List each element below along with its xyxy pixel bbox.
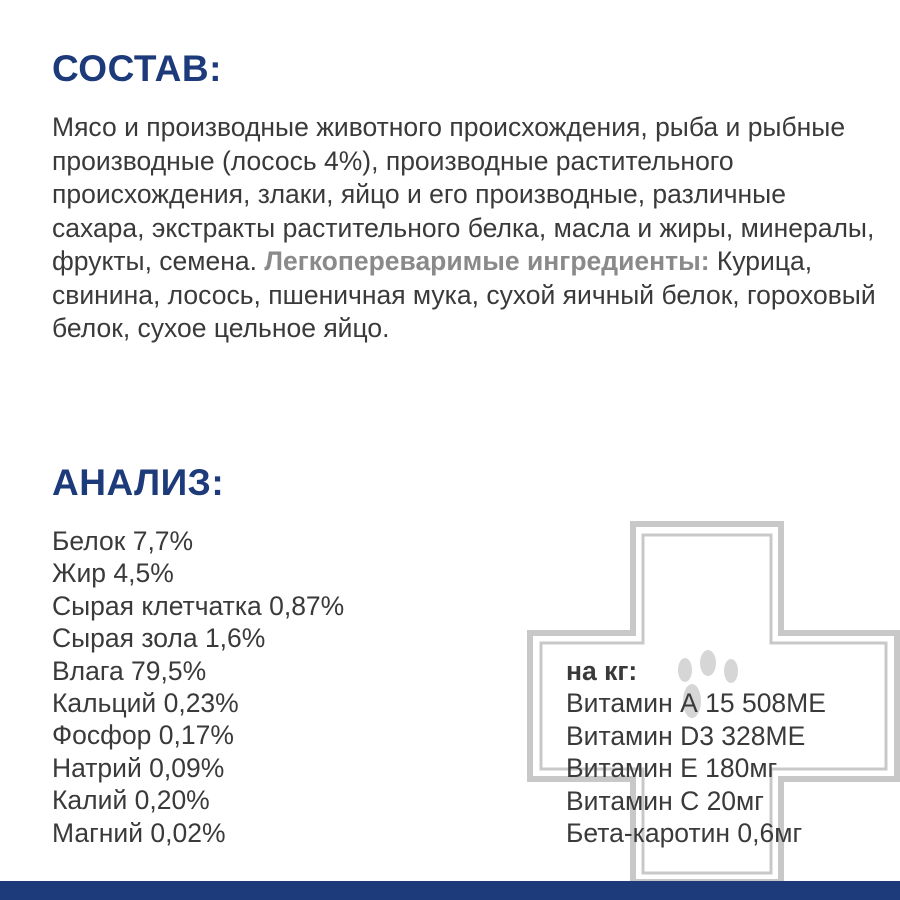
composition-main-text: Мясо и производные животного происхождения, рыба и рыбные производные (лосось 4%), производные растительного происхождения, злаки, яйцо и его производные, различные сахара, экстракты растительного белка, масла и жиры, минералы, фрукты, семена. bbox=[52, 112, 875, 276]
analysis-item: Кальций 0,23% bbox=[52, 688, 239, 719]
composition-text bbox=[52, 111, 882, 346]
analysis-heading: АНАЛИЗ: bbox=[52, 462, 225, 503]
analysis-item: Магний 0,02% bbox=[52, 817, 226, 848]
composition-heading: СОСТАВ: bbox=[52, 48, 222, 89]
analysis-item: Жир 4,5% bbox=[52, 558, 174, 589]
analysis-item: Влага 79,5% bbox=[52, 655, 207, 686]
vitamin-item: Витамин D3 328МЕ bbox=[566, 720, 806, 751]
vitamin-item: Бета-каротин 0,6мг bbox=[566, 818, 803, 849]
analysis-list bbox=[52, 525, 344, 849]
analysis-item: Белок 7,7% bbox=[52, 526, 194, 556]
analysis-item: Сырая зола 1,6% bbox=[52, 623, 266, 654]
easy-ingredients-label: Легкопереваримые ингредиенты: bbox=[264, 246, 710, 276]
vitamin-item: Витамин С 20мг bbox=[566, 785, 764, 816]
analysis-item: Калий 0,20% bbox=[52, 785, 210, 816]
vitamin-item: Витамин А 15 508МЕ bbox=[566, 688, 826, 719]
analysis-item: Сырая клетчатка 0,87% bbox=[52, 590, 345, 621]
easy-ingredients-text: Курица, свинина, лосось, пшеничная мука, сухой яичный белок, гороховый белок, сухое цельное яйцо. bbox=[52, 246, 876, 343]
bottom-bar bbox=[0, 881, 900, 900]
analysis-item: Фосфор 0,17% bbox=[52, 720, 234, 751]
vitamin-item: Витамин Е 180мг bbox=[566, 753, 778, 784]
vitamins-title: на кг: bbox=[566, 656, 638, 686]
analysis-item: Натрий 0,09% bbox=[52, 752, 225, 783]
vitamins-list bbox=[566, 655, 826, 849]
